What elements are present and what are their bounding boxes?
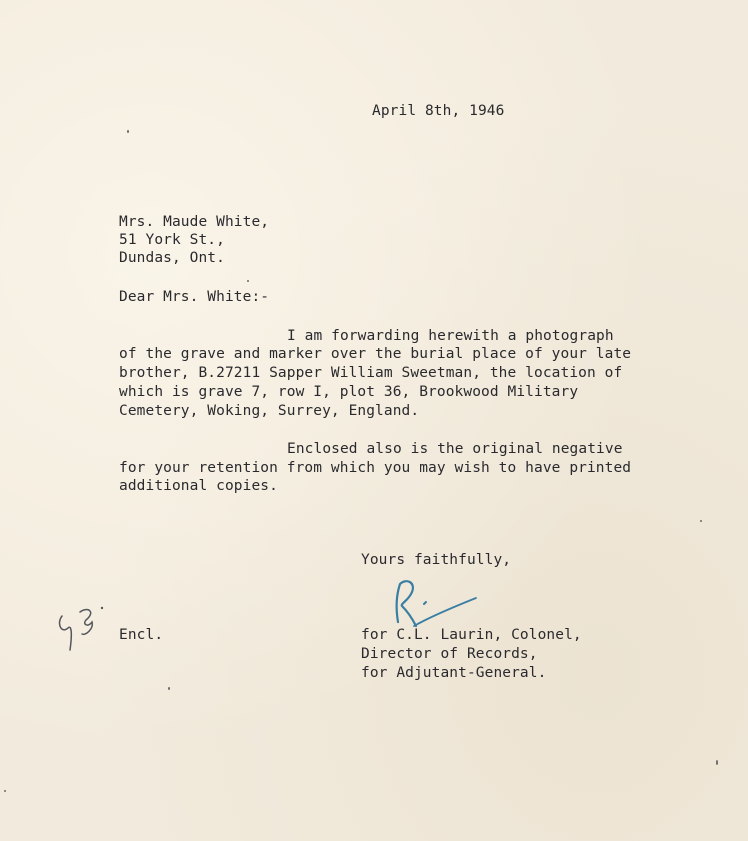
paragraph-line: for your retention from which you may wish to have printed [119,460,632,476]
paper-speck [247,280,249,282]
signature-line: for C.L. Laurin, Colonel, [361,627,582,643]
salutation: Dear Mrs. White:- [119,289,270,305]
paper-speck [127,130,129,133]
paper-speck [4,790,6,792]
recipient-city: Dundas, Ont. [119,250,225,266]
letter-date: April 8th, 1946 [372,103,505,119]
paper-speck [716,760,718,765]
pencil-margin-mark [52,598,112,658]
paper-speck [168,687,170,690]
signature-line: Director of Records, [361,646,538,662]
handwritten-signature [388,576,488,636]
paragraph-line: additional copies. [119,478,278,494]
recipient-street: 51 York St., [119,232,225,248]
paragraph-line: Cemetery, Woking, Surrey, England. [119,403,420,419]
paragraph-line: which is grave 7, row I, plot 36, Brookwood Military [119,384,579,400]
paragraph-line: brother, B.27211 Sapper William Sweetman, the location of [119,365,623,381]
signature-line: for Adjutant-General. [361,665,547,681]
paragraph-line: Enclosed also is the original negative [287,441,623,457]
enclosure-note: Encl. [119,627,164,643]
paragraph-line: of the grave and marker over the burial place of your late [119,346,632,362]
paper-speck [700,520,702,522]
closing: Yours faithfully, [361,552,512,568]
paragraph-line: I am forwarding herewith a photograph [287,328,614,344]
recipient-name: Mrs. Maude White, [119,214,270,230]
